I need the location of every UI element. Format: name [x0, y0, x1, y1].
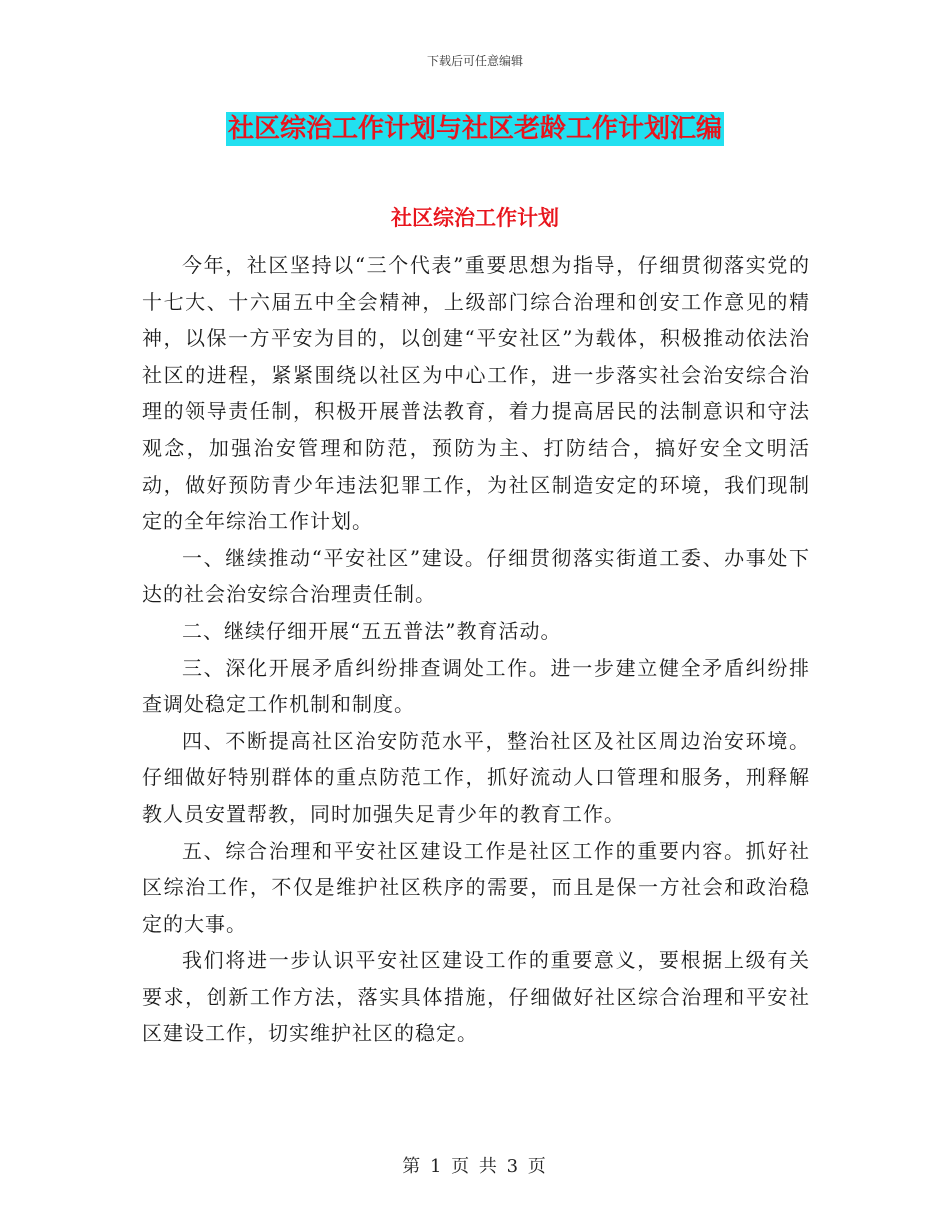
section-title: 社区综治工作计划 — [391, 206, 559, 230]
page-indicator: 第 1 页 共 3 页 — [402, 1156, 548, 1177]
paragraph: 今年，社区坚持以“三个代表”重要思想为指导，仔细贯彻落实党的十七大、十六届五中全会精神，上级部门综合治理和创安工作意见的精神，以保一方平安为目的，以创建“平安社区”为载体，积极推动依法治社区的进程，紧紧围绕以社区为中心工作，进一步落实社会治安综合治理的领导责任制，积极开展普法教育，着力提高居民的法制意识和守法观念，加强治安管理和防范，预防为主、打防结合，搞好安全文明活动，做好预防青少年违法犯罪工作，为社区制造安定的环境，我们现制定的全年综治工作计划。 — [142, 253, 810, 534]
document-title-container — [0, 112, 950, 146]
paragraph: 一、继续推动“平安社区”建设。仔细贯彻落实街道工委、办事处下达的社会治安综合治理责任制。 — [142, 545, 810, 607]
paragraph: 三、深化开展矛盾纠纷排查调处工作。进一步建立健全矛盾纠纷排查调处稳定工作机制和制度。 — [142, 655, 810, 717]
paragraph: 四、不断提高社区治安防范水平，整治社区及社区周边治安环境。仔细做好特别群体的重点防范工作，抓好流动人口管理和服务，刑释解教人员安置帮教，同时加强失足青少年的教育工作。 — [142, 728, 810, 826]
document-body — [142, 247, 810, 1052]
header-note: 下载后可任意编辑 — [426, 54, 523, 68]
document-title: 社区综治工作计划与社区老龄工作计划汇编 — [227, 114, 722, 144]
paragraph: 二、继续仔细开展“五五普法”教育活动。 — [182, 618, 562, 643]
paragraph: 我们将进一步认识平安社区建设工作的重要意义，要根据上级有关要求，创新工作方法，落实具体措施，仔细做好社区综合治理和平安社区建设工作，切实维护社区的稳定。 — [142, 948, 810, 1046]
paragraph: 五、综合治理和平安社区建设工作是社区工作的重要内容。抓好社区综治工作，不仅是维护社区秩序的需要，而且是保一方社会和政治稳定的大事。 — [142, 838, 810, 936]
